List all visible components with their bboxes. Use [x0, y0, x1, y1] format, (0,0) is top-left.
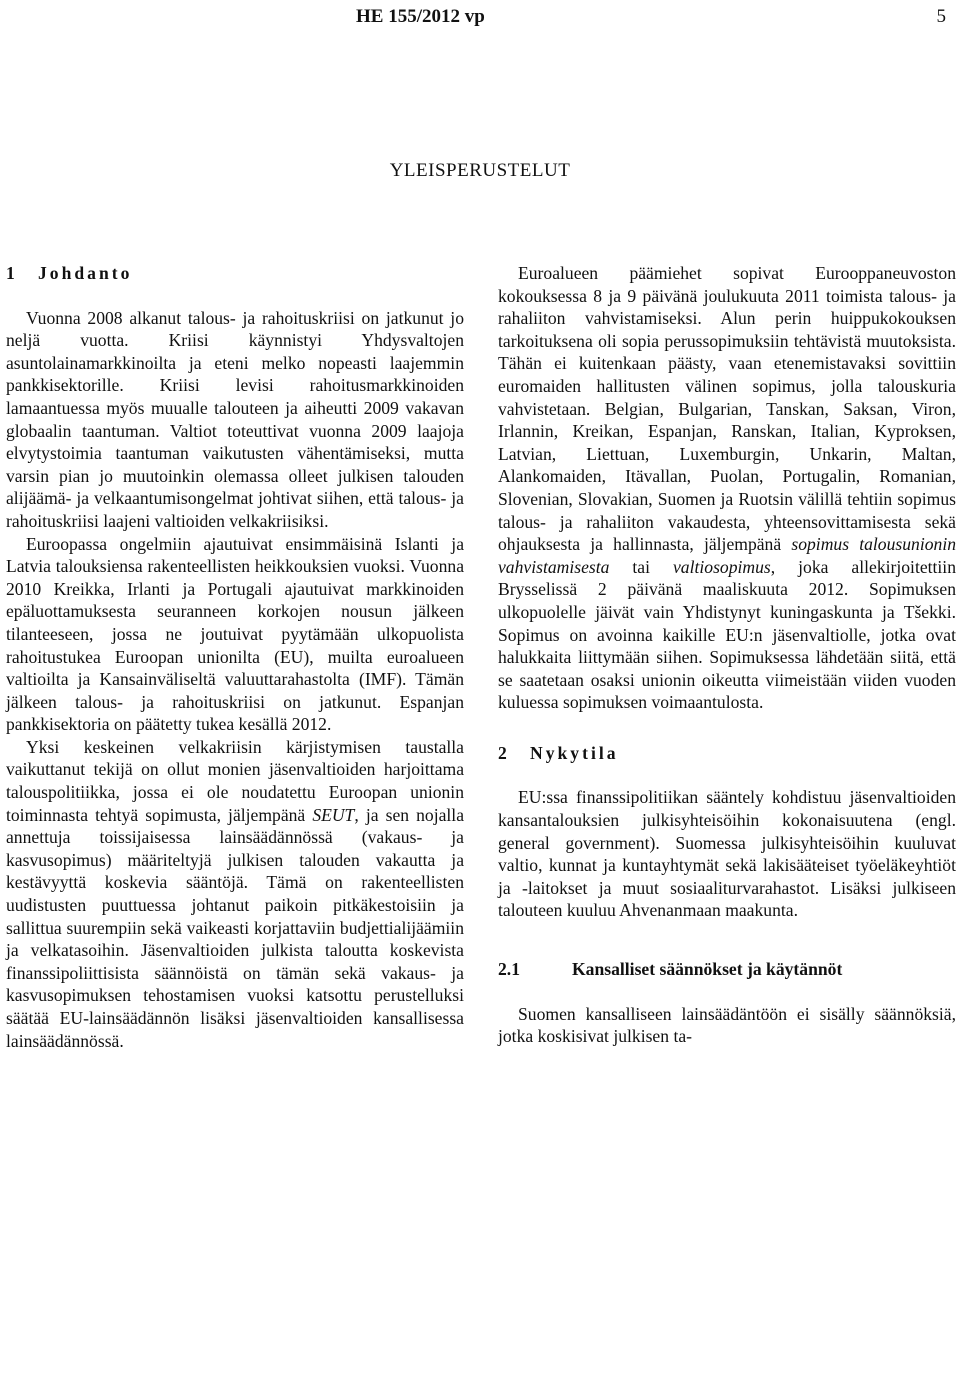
section-2-paragraph-1: EU:ssa finanssipolitiikan sääntely kohdistuu jäsenvaltioiden kansantalouksien julkisyhteisöihin kokonaisuutena (engl. general government). Suomessa julkisyhteisöihin kuuluvat valtio, kunnat ja kuntayhtymät sekä lakisääteiset työeläkeyhtiöt ja -laitokset ja muut sosiaaliturvarahastot. Lisäksi julkiseen talouteen kuuluu Ahvenanmaan maakunta.: [498, 787, 956, 921]
section-1-paragraph-4: [498, 262, 956, 714]
section-2-1-number: 2.1: [498, 959, 520, 980]
document-id: HE 155/2012 vp: [356, 6, 485, 27]
valtiosopimus-italic: valtiosopimus: [673, 556, 771, 577]
section-1-heading: [6, 262, 464, 285]
paragraph-3-text-a: Yksi keskeinen velkakriisin kärjistymisen taustalla vaikuttanut tekijä on ollut monien jäsenvaltioiden harjoittama talouspolitiikka, jossa ei ole noudatettu Euroopan unionin toiminnasta tehtyä sopimusta, jäljempänä: [6, 736, 464, 825]
section-1-title: Johdanto: [38, 263, 133, 283]
paragraph-4-text-a: Euroalueen päämiehet sopivat Eurooppaneuvoston kokouksessa 8 ja 9 päivänä joulukuuta 2011 toimista talous- ja rahaliiton vahvistamiseksi. Alun perin huippukokouksen tarkoituksena oli sopia perussopimuksiin tehtävistä muutoksista. Tähän ei kuitenkaan päästy, vaan etenemistavaksi sovittiin euromaiden hallitusten välinen sopimus, jolla talouskuria vahvistetaan. Belgian, Bulgarian, Tanskan, Saksan, Viron, Irlannin, Kreikan, Espanjan, Ranskan, Italian, Kyproksen, Latvian, Liettuan, Luxemburgin, Unkarin, Maltan, Alankomaiden, Itävallan, Puolan, Portugalin, Romanian, Slovenian, Slovakian, Suomen ja Ruotsin välillä tehtiin sopimus talous- ja rahaliiton vakaudesta, yhteensovittamisesta sekä ohjauksesta ja hallinnasta, jäljempänä: [498, 263, 956, 555]
right-column: [498, 262, 956, 1048]
left-column: [6, 262, 464, 1052]
paragraph-3-text-b: , ja sen nojalla annettuja toissijaisessa lainsäädännössä (vakaus- ja kasvusopimus) määriteltyjä julkisen talouden vakautta ja kestävyyttä koskevia sääntöjä. Tämä on rakenteellisten uudistusten puuttuessa johtanut paikoin pitkäkestoisiin ja sallittua suurempiin sekä vaikeasti korjattaviin budjettialijäämiin ja velkatasoihin. Jäsenvaltioiden julkista taloutta koskevista finanssipoliittisista säännöistä on tämän sekä vakaus- ja kasvusopimuksen tehostamisen vuoksi katsottu perustelluksi säätää EU-lainsäädännön lisäksi jäsenvaltioiden kansallisessa lainsäädännössä.: [6, 804, 465, 1051]
section-1-number: 1: [6, 263, 15, 283]
page-number: 5: [936, 6, 946, 27]
section-2-1-heading: [498, 958, 956, 981]
page-header: [0, 0, 960, 40]
treaty-name-italic: sopimus talousunionin vahvistamisesta: [498, 534, 957, 577]
paragraph-4-text-b: tai: [609, 556, 673, 577]
section-1-paragraph-2: Euroopassa ongelmiin ajautuivat ensimmäisinä Islanti ja Latvia talouksiensa rakenteellisten heikkouksien vuoksi. Vuonna 2010 Kreikka, Irlanti ja Portugali ajautuivat markkinoiden epäluottamuksesta seuranneen korkojen nousun jälkeen tilanteeseen, jossa ne joutuivat pyytämään ulkopuolista rahoitustukea Euroopan unionilta (EU), muilta euroalueen valtioilta ja Kansainväliseltä valuuttarahastolta (IMF). Tämän jälkeen talous- ja rahoituskriisi on jatkunut. Espanjan pankkisektoria on päätetty tukea kesällä 2012.: [6, 533, 464, 735]
paragraph-4-text-c: , joka allekirjoitettiin Brysselissä 2 päivänä maaliskuuta 2012. Sopimuksen ulkopuolelle jäivät vain Yhdistynyt kuningaskunta ja Tšekki. Sopimus on avoinna kaikille EU:n jäsenvaltiolle, jotka ovat halukkaita liittymään siihen. Sopimuksessa lähdetään siitä, että se saatetaan osaksi unionin oikeutta viimeistään viiden vuoden kuluessa sopimuksen voimaantulosta.: [498, 556, 956, 713]
section-1-paragraph-1: Vuonna 2008 alkanut talous- ja rahoituskriisi on jatkunut jo neljä vuotta. Kriisi käynnistyi Yhdysvaltojen asuntolainamarkkinoilta ja eteni melko nopeasti laajemmin pankkisektorille. Kriisi levisi rahoitusmarkkinoiden lamaantuessa myös muualle talouteen ja aiheutti 2009 vakavan globaalin taantuman. Valtiot toteuttivat vuonna 2009 laajoja elvytystoimia taantuman vaikutusten vähentämiseksi, mutta varsin pian jo muutoinkin olemassa olleet julkisen talouden alijäämä- ja velkaantumisongelmat johtivat siihen, että talous- ja rahoituskriisi laajeni valtioiden velkakriisiksi.: [6, 307, 464, 531]
section-2-number: 2: [498, 742, 507, 763]
section-2-heading: [498, 742, 956, 765]
section-1-paragraph-3: [6, 736, 464, 1052]
seut-abbreviation: SEUT: [312, 804, 355, 825]
main-heading: YLEISPERUSTELUT: [389, 160, 571, 181]
section-2-1-paragraph-1: Suomen kansalliseen lainsäädäntöön ei sisälly säännöksiä, jotka koskisivat julkisen ta-: [498, 1003, 956, 1047]
section-2-1-title: Kansalliset säännökset ja käytännöt: [572, 959, 843, 980]
section-2-title: Nykytila: [530, 742, 619, 763]
